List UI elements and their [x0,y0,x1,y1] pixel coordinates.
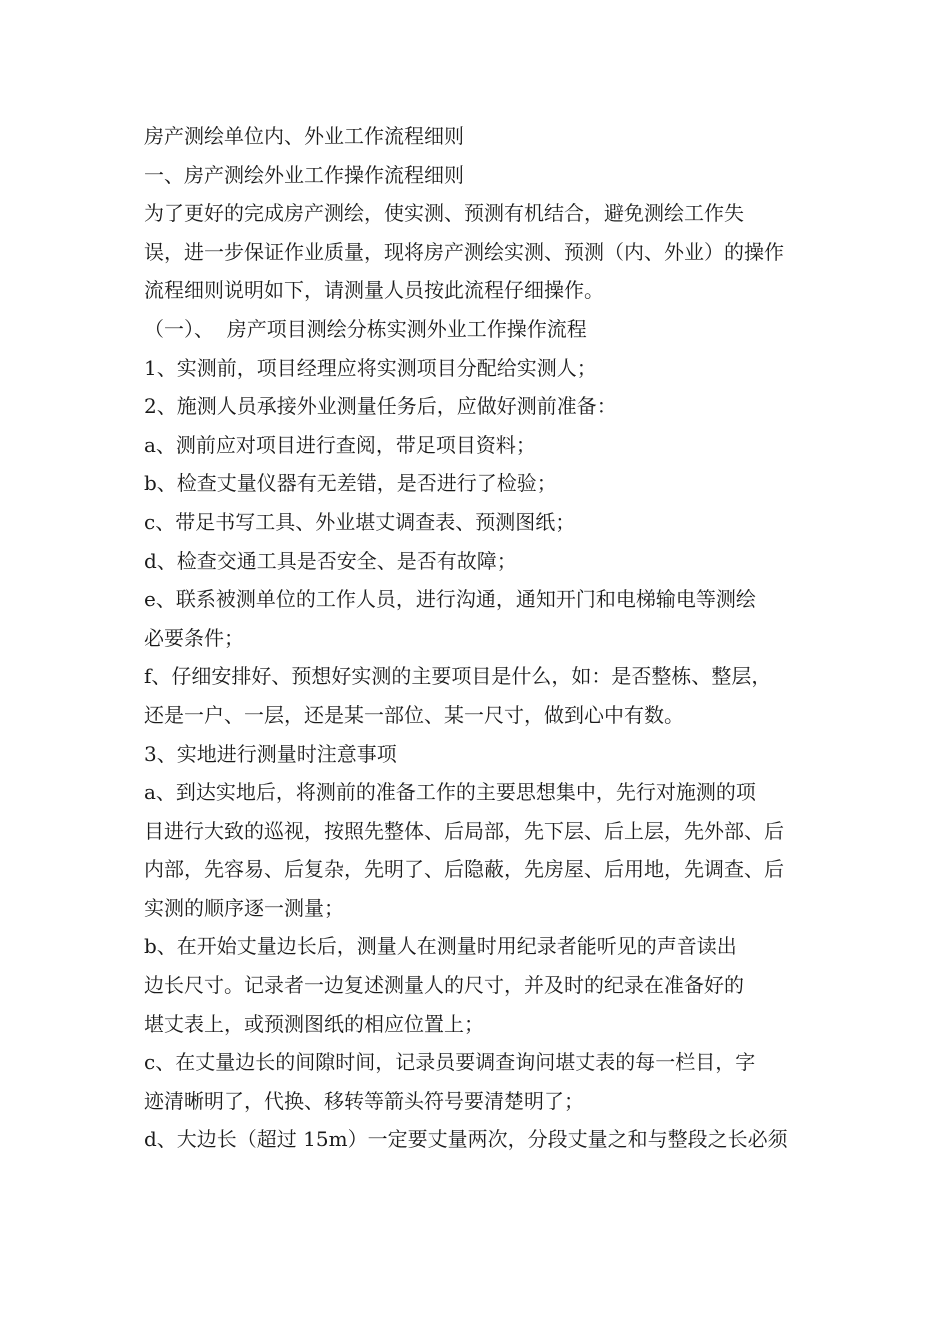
intro-paragraph [144,194,812,310]
step-2-item-a: a、测前应对项目进行查阅，带足项目资料； [144,432,536,457]
item-line: d、大边长（超过 15m）一定要丈量两次，分段丈量之和与整段之长必须 [144,1127,788,1152]
step-2-item-b: b、检查丈量仪器有无差错，是否进行了检验； [144,471,557,496]
step-3-item-b [144,927,812,1043]
item-line: b、在开始丈量边长后，测量人在测量时用纪录者能听见的声音读出 [144,934,737,959]
intro-line: 为了更好的完成房产测绘，使实测、预测有机结合，避免测绘工作失 [144,201,744,226]
item-line: 必要条件； [144,625,244,650]
item-line: 迹清晰明了，代换、移转等箭头符号要清楚明了； [144,1088,584,1113]
step-2-item-c: c、带足书写工具、外业堪丈调查表、预测图纸； [144,509,576,534]
section-heading: 一、房产测绘外业工作操作流程细则 [144,162,464,187]
intro-line: 流程细则说明如下，请测量人员按此流程仔细操作。 [144,278,604,303]
step-1: 1、实测前，项目经理应将实测项目分配给实测人； [144,355,597,380]
step-2-item-d: d、检查交通工具是否安全、是否有故障； [144,548,517,573]
step-3-item-c [144,1043,812,1120]
item-line: 内部，先容易、后复杂，先明了、后隐蔽，先房屋、后用地，先调查、后 [144,857,784,882]
item-line: e、联系被测单位的工作人员，进行沟通，通知开门和电梯输电等测绘 [144,587,756,612]
item-line: a、到达实地后，将测前的准备工作的主要思想集中，先行对施测的项 [144,780,756,805]
step-2: 2、施测人员承接外业测量任务后，应做好测前准备： [144,394,617,419]
item-line: c、在丈量边长的间隙时间，记录员要调查询问堪丈表的每一栏目，字 [144,1050,756,1075]
subsection-heading: （一）、 房产项目测绘分栋实测外业工作操作流程 [144,316,587,341]
document-title: 房产测绘单位内、外业工作流程细则 [144,124,464,148]
step-3-item-d [144,1120,812,1159]
item-line: 目进行大致的巡视，按照先整体、后局部，先下层、后上层，先外部、后 [144,818,784,843]
item-line: 边长尺寸。记录者一边复述测量人的尺寸，并及时的纪录在准备好的 [144,973,744,998]
document-body [144,117,812,1159]
step-3-item-a [144,773,812,927]
item-line: f、仔细安排好、预想好实测的主要项目是什么，如：是否整栋、整层， [144,664,772,689]
item-line: 实测的顺序逐一测量； [144,895,344,920]
step-3: 3、实地进行测量时注意事项 [144,741,397,766]
step-2-item-f [144,657,812,734]
item-line: 还是一户、一层，还是某一部位、某一尺寸，做到心中有数。 [144,702,684,727]
intro-line: 误，进一步保证作业质量，现将房产测绘实测、预测（内、外业）的操作 [144,239,784,264]
step-2-item-e [144,580,812,657]
item-line: 堪丈表上，或预测图纸的相应位置上； [144,1011,484,1036]
